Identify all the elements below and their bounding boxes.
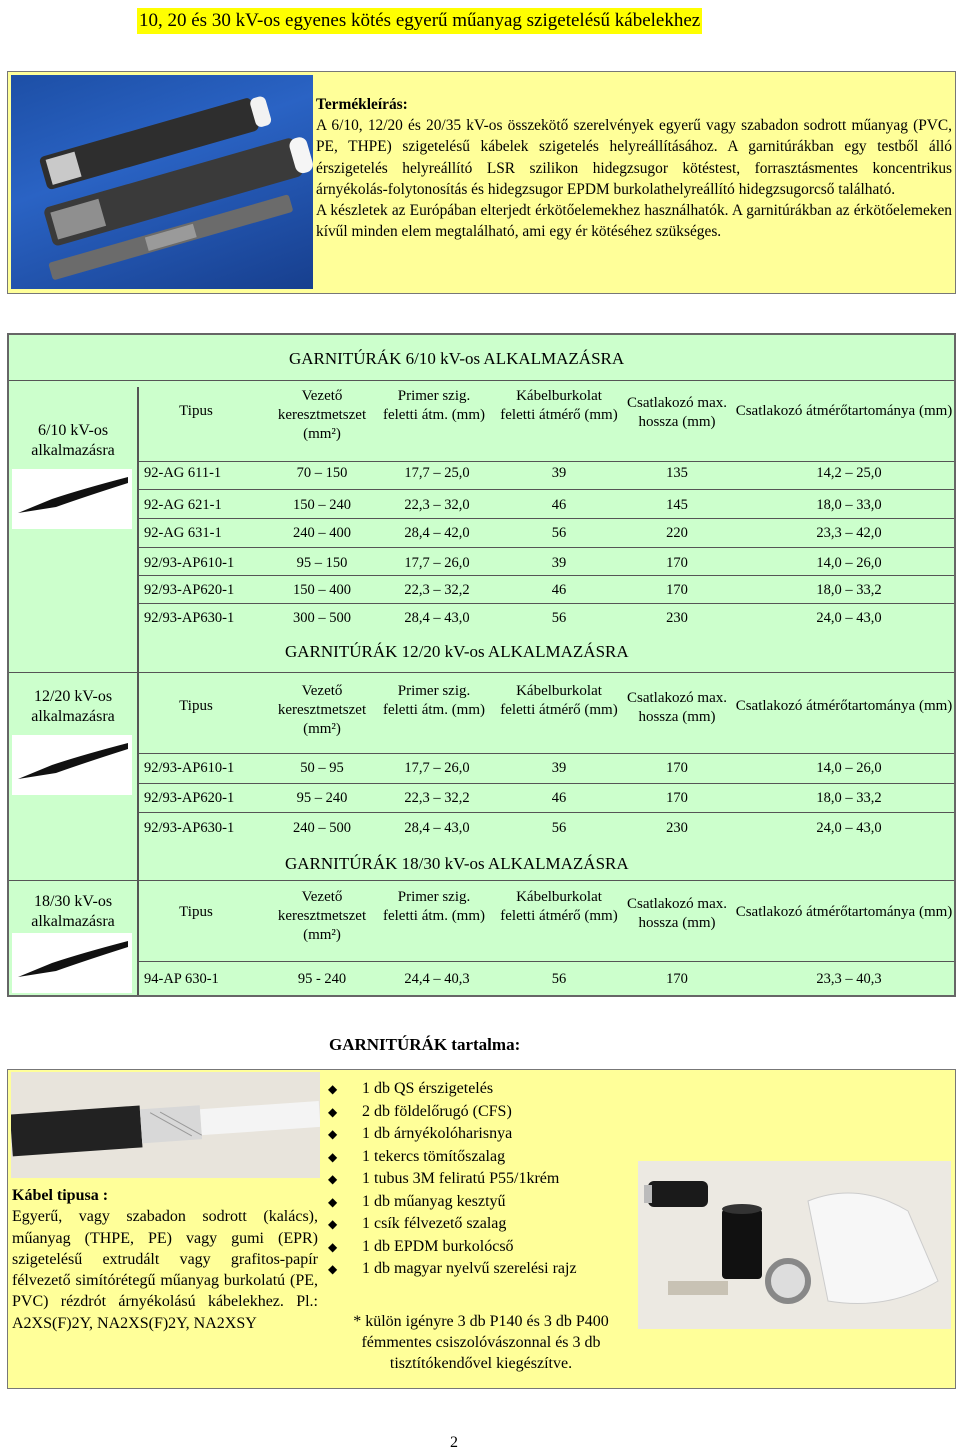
header-range: Csatlakozó átmérőtartománya (mm) (735, 904, 953, 920)
description-text (316, 94, 952, 242)
table-row: 92/93-AP620-1 95 – 240 22,3 – 32,2 46 170 18,0 – 33,2 (144, 790, 882, 806)
header-type: Tipus (179, 403, 213, 419)
list-item: ◆ 1 db magyar nyelvű szerelési rajz (326, 1258, 636, 1281)
list-item: ◆ 1 db árnyékolóharisnya (326, 1123, 636, 1146)
list-item: ◆ 2 db földelőrugó (CFS) (326, 1101, 636, 1124)
kit-contents-panel (7, 1069, 956, 1389)
section-title-12-20kv: GARNITÚRÁK 12/20 kV-os ALKALMAZÁSRA (285, 642, 629, 661)
extra-note: * külön igényre 3 db P140 és 3 db P400 fémmentes csiszolóvászonnal és 3 db tisztítókendővel kiegészítve. (353, 1313, 609, 1372)
description-paragraph-2: A készletek az Európában elterjedt érkötőelemekhez használhatók. A garnitúrákban az érkötőelemeken kívűl minden elem megtalálható, ami egy ér kötéséhez szükséges. (316, 202, 952, 241)
contents-title: GARNITÚRÁK tartalma: (329, 1035, 521, 1054)
cable-type-label: Kábel tipusa : (12, 1187, 109, 1204)
table-row: 92/93-AP610-1 95 – 150 17,7 – 26,0 39 170 14,0 – 26,0 (144, 555, 882, 571)
page-number: 2 (450, 1434, 458, 1451)
header-primer: Primer szig. feletti átm. (mm) (382, 683, 486, 718)
header-connector: Csatlakozó max. hossza (mm) (627, 896, 727, 931)
header-type: Tipus (179, 698, 213, 714)
page-title: 10, 20 és 30 kV-os egyenes kötés egyerű műanyag szigetelésű kábelekhez (137, 8, 702, 34)
header-sheath: Kábelburkolat feletti átmérő (mm) (500, 388, 618, 423)
header-connector: Csatlakozó max. hossza (mm) (627, 395, 727, 430)
side-label-6-10kv: 6/10 kV-os alkalmazásra (31, 422, 115, 459)
table-row: 94-AP 630-1 95 - 240 24,4 – 40,3 56 170 23,3 – 40,3 (144, 971, 882, 987)
table-row: 92-AG 621-1 150 – 240 22,3 – 32,0 46 145 18,0 – 33,0 (144, 497, 882, 513)
header-connector: Csatlakozó max. hossza (mm) (627, 690, 727, 725)
header-range: Csatlakozó átmérőtartománya (mm) (735, 698, 953, 714)
header-type: Tipus (179, 904, 213, 920)
list-item: ◆ 1 db QS érszigetelés (326, 1078, 636, 1101)
table-row: 92/93-AP610-1 50 – 95 17,7 – 26,0 39 170 14,0 – 26,0 (144, 760, 882, 776)
header-range: Csatlakozó átmérőtartománya (mm) (735, 403, 953, 419)
description-paragraph-1: A 6/10, 12/20 és 20/35 kV-os összekötő szerelvények egyerű vagy szabadon sodrott műanyag (PVC, PE, THPE) szigetelésű kábelek szigetelés helyreállításához. A garnitúrákban egy testből álló érszigetelés helyreállító LSR szilikon hidegzsugor kötéstest, forrasztásmentes koncentrikus árnyékolás-folytonosítás és hidegzsugor EPDM burkolathelyreállító hidegzsugorcső található. (316, 117, 952, 198)
contents-list (326, 1078, 636, 1281)
list-item: ◆ 1 db EPDM burkolócső (326, 1236, 636, 1259)
header-cross-section: Vezető keresztmetszet (mm²) (277, 889, 367, 943)
header-primer: Primer szig. feletti átm. (mm) (382, 388, 486, 423)
product-description-panel (7, 71, 956, 294)
header-primer: Primer szig. feletti átm. (mm) (382, 889, 486, 924)
specification-table (7, 333, 956, 997)
list-item: ◆ 1 db műanyag kesztyű (326, 1191, 636, 1214)
list-item: ◆ 1 tubus 3M feliratú P55/1krém (326, 1168, 636, 1191)
table-row: 92/93-AP620-1 150 – 400 22,3 – 32,2 46 170 18,0 – 33,2 (144, 582, 882, 598)
cable-type-description: Egyerű, vagy szabadon sodrott (kalács), műanyag (THPE, PE) vagy gumi (EPR) szigetelésű extrudált vagy grafitos-papír félvezető simítórétegű műanyag burkolatú (PE, PVC) rézdrót árnyékolású kábelekhez. Pl.: A2XS(F)2Y, NA2XS(F)2Y, NA2XSY (12, 1208, 318, 1332)
header-sheath: Kábelburkolat feletti átmérő (mm) (500, 889, 618, 924)
description-heading: Termékleírás: (316, 96, 408, 113)
table-row: 92-AG 631-1 240 – 400 28,4 – 42,0 56 220 23,3 – 42,0 (144, 525, 882, 541)
section-title-18-30kv: GARNITÚRÁK 18/30 kV-os ALKALMAZÁSRA (285, 854, 629, 873)
table-row: 92/93-AP630-1 300 – 500 28,4 – 43,0 56 230 24,0 – 43,0 (144, 610, 882, 626)
list-item: ◆ 1 tekercs tömítőszalag (326, 1146, 636, 1169)
product-photo (11, 75, 313, 289)
kit-photo (638, 1161, 951, 1329)
cable-type-text (12, 1185, 318, 1334)
table-row: 92-AG 611-1 70 – 150 17,7 – 25,0 39 135 14,2 – 25,0 (144, 465, 882, 481)
table-row: 92/93-AP630-1 240 – 500 28,4 – 43,0 56 230 24,0 – 43,0 (144, 820, 882, 836)
header-cross-section: Vezető keresztmetszet (mm²) (277, 388, 367, 442)
side-label-12-20kv: 12/20 kV-os alkalmazásra (31, 688, 115, 725)
list-item: ◆ 1 csík félvezető szalag (326, 1213, 636, 1236)
header-sheath: Kábelburkolat feletti átmérő (mm) (500, 683, 618, 718)
side-label-18-30kv: 18/30 kV-os alkalmazásra (31, 893, 115, 930)
header-cross-section: Vezető keresztmetszet (mm²) (277, 683, 367, 737)
cable-photo (11, 1072, 320, 1178)
section-title-6-10kv: GARNITÚRÁK 6/10 kV-os ALKALMAZÁSRA (289, 349, 625, 368)
